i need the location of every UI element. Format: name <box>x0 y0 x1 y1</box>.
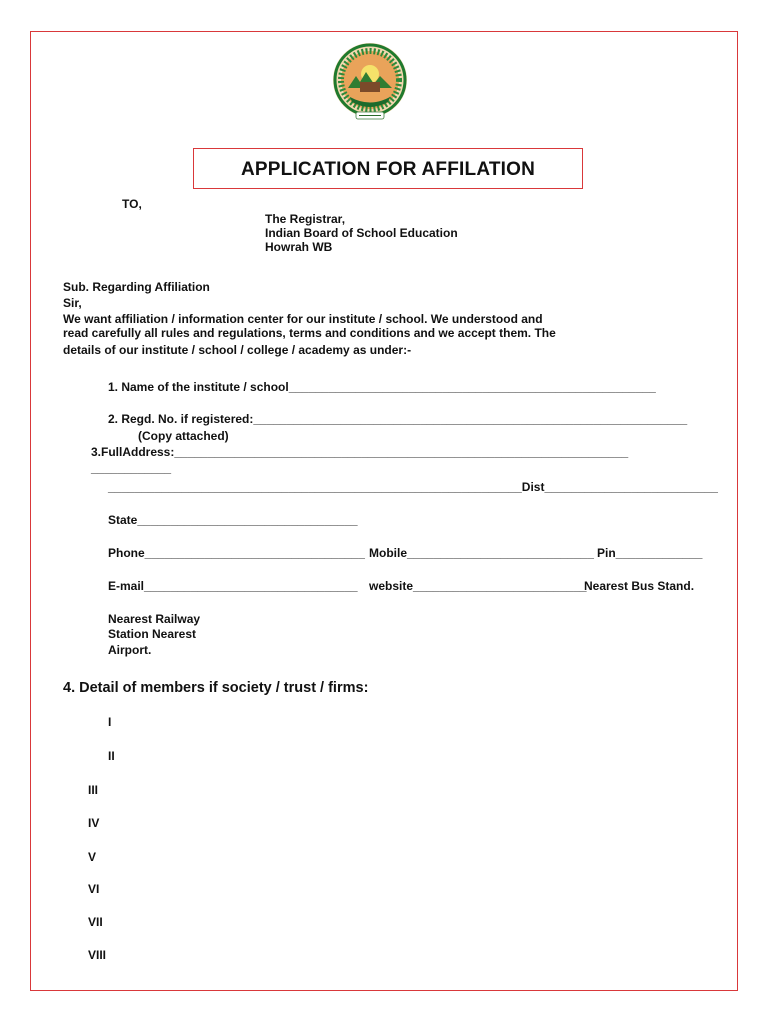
field-regd-no[interactable]: 2. Regd. No. if registered:_________________________________________________________________ <box>108 412 688 426</box>
railway-label: Nearest Railway <box>108 612 201 626</box>
body-line: read carefully all rules and regulations, terms and conditions and we accept them. The <box>63 326 556 340</box>
field-pin[interactable]: Pin_____________ <box>597 546 703 560</box>
member-item[interactable]: VII <box>88 915 103 929</box>
field-website[interactable]: website__________________________ <box>369 579 587 593</box>
body-line: details of our institute / school / college / academy as under:- <box>63 343 412 357</box>
airport-label: Airport. <box>108 643 152 657</box>
field-mobile[interactable]: Mobile____________________________ <box>369 546 594 560</box>
field-address-dist[interactable]: ______________________________________________________________Dist__________________________ <box>108 480 718 494</box>
address-line: Indian Board of School Education <box>265 226 458 240</box>
field-full-address[interactable]: 3.FullAddress:____________________________________________________________________ <box>91 445 629 459</box>
member-item[interactable]: III <box>88 783 99 797</box>
railway-label: Station Nearest <box>108 627 197 641</box>
member-item[interactable]: IV <box>88 816 100 830</box>
address-line: The Registrar, <box>265 212 346 226</box>
member-item[interactable]: VIII <box>88 948 107 962</box>
to-label: TO, <box>122 197 142 211</box>
field-email[interactable]: E-mail________________________________ <box>108 579 358 593</box>
field-bus-stand[interactable]: Nearest Bus Stand. <box>584 579 695 593</box>
field-institute-name[interactable]: 1. Name of the institute / school_______________________________________________________ <box>108 380 656 394</box>
page-title: APPLICATION FOR AFFILATION <box>240 159 536 180</box>
field-phone[interactable]: Phone_________________________________ <box>108 546 365 560</box>
member-item[interactable]: V <box>88 850 97 864</box>
field-state[interactable]: State_________________________________ <box>108 513 358 527</box>
subject-line: Sub. Regarding Affiliation <box>63 280 210 294</box>
address-line: Howrah WB <box>265 240 333 254</box>
salutation: Sir, <box>63 296 82 310</box>
body-line: We want affiliation / information center for our institute / school. We understood and <box>63 312 543 326</box>
member-item[interactable]: II <box>108 749 115 763</box>
title-box <box>193 148 583 189</box>
members-heading: 4. Detail of members if society / trust / firms: <box>63 680 369 696</box>
field-address-continued[interactable]: ____________ <box>91 461 172 475</box>
member-item[interactable]: VI <box>88 882 100 896</box>
member-item[interactable]: I <box>108 715 112 729</box>
board-seal-logo <box>330 42 410 122</box>
copy-attached-note: (Copy attached) <box>138 429 229 443</box>
